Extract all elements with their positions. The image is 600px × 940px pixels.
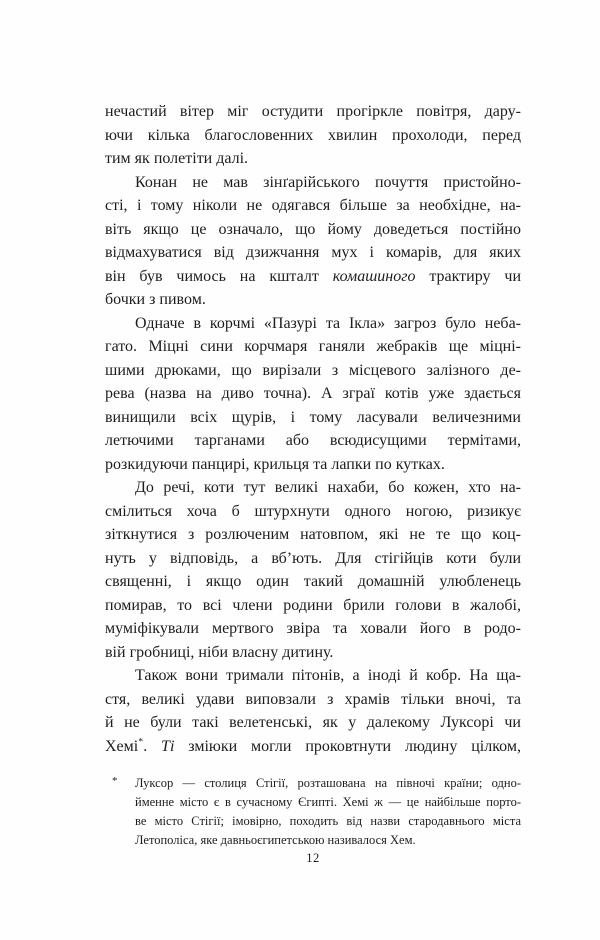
text-line: нуть у відповідь, а вб’ють. Для стігійців коти були (105, 549, 521, 567)
text-line (105, 735, 521, 759)
paragraph (105, 100, 521, 171)
text-line: Конан не мав зінґарійського почуття пристойно- (135, 173, 521, 191)
text-line (105, 265, 521, 289)
text-line: смілиться хоча б штурхнути одного ногою, ризикує (105, 502, 521, 520)
text-line: тим як полетіти далі. (105, 150, 249, 167)
text-line: Також вони тримали пітонів, а іноді й кобр. На ща- (135, 667, 521, 684)
footnote-line: йменне місто є в сучасному Єгипті. Хемі ж — це найбільше порто- (135, 795, 521, 809)
text-line: й не були такі велетенські, як у далекому Луксорі чи (105, 714, 521, 731)
italic-text: комашиного (332, 267, 416, 285)
footnote-reference-asterisk: * (138, 736, 144, 748)
paragraph (105, 312, 521, 477)
text-line: віть якщо це означало, що йому доведеться постійно (105, 220, 521, 238)
text-line: вій гробниці, ніби власну дитину. (105, 643, 334, 661)
text-segment: трактиру чи (415, 267, 522, 285)
text-segment: . (143, 737, 162, 755)
text-line: Одначе в корчмі «Пазурі та Ікла» загроз було неба- (135, 314, 521, 332)
text-line: винищили всіх щурів, і тому ласували величезними (105, 408, 521, 426)
text-line: сті, і тому ніколи не одягався більше за необхідне, на- (105, 197, 521, 214)
text-segment: Хемі (105, 737, 139, 755)
paragraph (105, 171, 521, 312)
body-text (105, 100, 521, 758)
text-line: шими дрюками, що вирізали з місцевого залізного де- (105, 361, 521, 379)
footnote-line: Летополіса, яке давньоєгипетською називалося Хем. (135, 833, 416, 847)
paragraph (105, 664, 521, 758)
text-line: відмахуватися від дзижчання мух і комарів, для яких (105, 244, 521, 261)
text-segment: зміюки могли проковтнути людину цілком, (174, 737, 522, 755)
footnote-line: Луксор — столиця Стігії, розташована на півночі країни; одно- (135, 776, 521, 790)
page-number: 12 (306, 851, 320, 865)
paragraph (105, 476, 521, 664)
text-line: стя, великі удави виповзали з храмів тільки вночі, та (105, 690, 521, 708)
text-segment: він був чимось на кшталт (105, 267, 333, 285)
text-line: муміфікували мертвого звіра та ховали його в родо- (105, 620, 521, 637)
text-line: летючими тарганами або всюдисущими термітами, (105, 432, 521, 449)
text-line: зіткнутися з розлюченим натовпом, які не те що коц- (105, 526, 521, 543)
text-line: розкидуючи панцирі, крильця та лапки по кутках. (105, 455, 445, 473)
italic-text: Ті (161, 737, 175, 755)
text-line: священні, і якщо один такий домашній улюбленець (105, 573, 521, 590)
text-line: рева (назва на диво точна). А зграї котів уже здається (105, 385, 521, 402)
text-line: ючи кілька благословенних хвилин прохолоди, перед (105, 126, 521, 144)
footnote-line: ве місто Стігії; імовірно, походить від назви стародавнього міста (135, 814, 521, 828)
footnote-marker-asterisk: * (112, 775, 118, 787)
text-line: нечастий вітер міг остудити прогіркле повітря, дару- (105, 103, 521, 120)
text-line: помирав, то всі члени родини брили голови в жалобі, (105, 596, 521, 614)
text-line: гато. Міцні сини корчмаря ганяли жебраків ще міцні- (105, 338, 521, 355)
footnote (105, 774, 521, 850)
text-line: До речі, коти тут великі нахаби, бо кожен, хто на- (135, 479, 521, 496)
text-line: бочки з пивом. (105, 291, 206, 308)
